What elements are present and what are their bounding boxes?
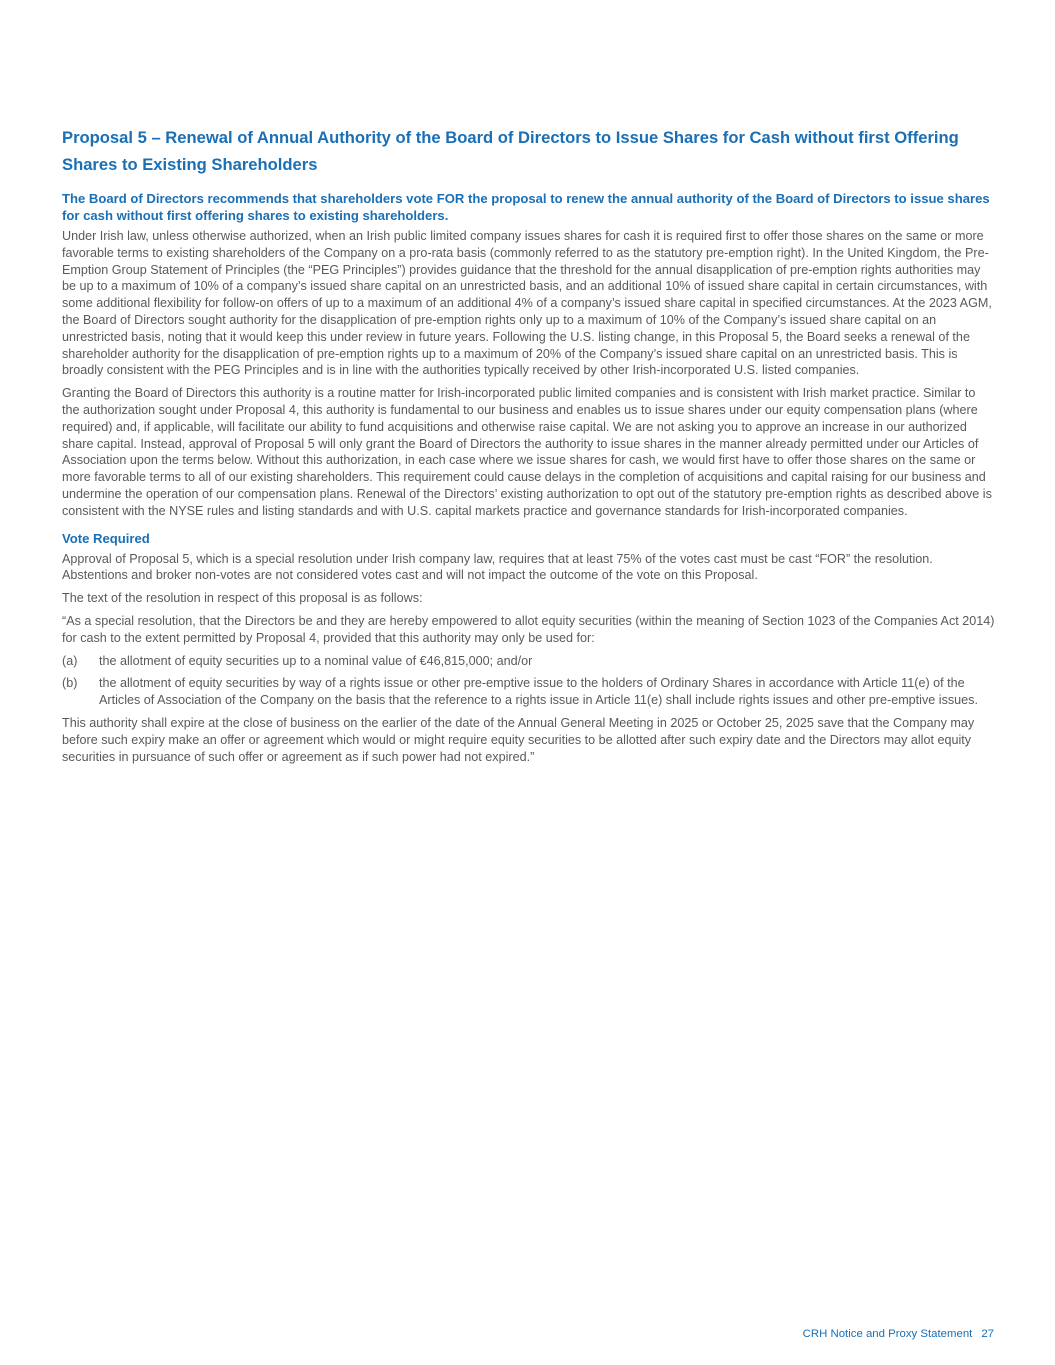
list-item-marker: (b) <box>62 676 78 691</box>
paragraph-approval: Approval of Proposal 5, which is a special resolution under Irish company law, requires that at least 75% of the votes cast must be cast “FOR” the resolution. Abstentions and broker non-votes are not considered votes cast and will not impact the outcome of the vote on this Proposal. <box>62 551 933 583</box>
list-item <box>62 653 996 670</box>
page-footer <box>803 1327 994 1341</box>
list-item <box>62 675 996 709</box>
proposal-title: Proposal 5 – Renewal of Annual Authority of the Board of Directors to Issue Shares for Cash without first Offering Shares to Existing Shareholders <box>62 128 959 174</box>
page-number: 27 <box>981 1328 994 1340</box>
list-item-text: the allotment of equity securities up to a nominal value of €46,815,000; and/or <box>99 653 533 668</box>
paragraph-special-resolution: “As a special resolution, that the Directors be and they are hereby empowered to allot equity securities (within the meaning of Section 1023 of the Companies Act 2014) for cash to the extent permitted by Proposal 4, provided that this authority may only be used for: <box>62 613 995 645</box>
paragraph-resolution-intro: The text of the resolution in respect of this proposal is as follows: <box>62 591 423 606</box>
paragraph-irish-law: Under Irish law, unless otherwise authorized, when an Irish public limited company issues shares for cash it is required first to offer those shares on the same or more favorable terms to existing shareholders of the Company on a pro-rata basis (commonly referred to as the statutory pre-emption right). In the United Kingdom, the Pre-Emption Group Statement of Principles (the “PEG Principles”) provides guidance that the threshold for the annual disapplication of pre-emption rights authorities may be up to a maximum of 10% of a company’s issued share capital on an unrestricted basis, and an additional 10% of issued share capital in certain circumstances, with some additional flexibility for follow-on offers of up to a maximum of an additional 4% of a company’s issued share capital in specified circumstances. At the 2023 AGM, the Board of Directors sought authority for the disapplication of pre-emption rights only up to a maximum of 10% of the Company’s issued share capital on an unrestricted basis, noting that it would keep this under review in future years. Following the U.S. listing change, in this Proposal 5, the Board seeks a renewal of the shareholder authority for the disapplication of pre-emption rights up to a maximum of 20% of the Company’s issued share capital on an unrestricted basis. This is broadly consistent with the PEG Principles and is in line with the authorities typically received by other Irish-incorporated U.S. listed companies. <box>62 229 992 378</box>
footer-label: CRH Notice and Proxy Statement <box>802 1328 973 1340</box>
list-item-text: the allotment of equity securities by way of a rights issue or other pre-emptive issue to the holders of Ordinary Shares in accordance with Article 11(e) of the Articles of Association of the Company on the basis that the reference to a rights issue in Article 11(e) shall include rights issues and other pre-emptive issues. <box>99 676 978 708</box>
vote-required-heading: Vote Required <box>62 530 150 546</box>
board-recommendation: The Board of Directors recommends that shareholders vote FOR the proposal to renew the annual authority of the Board of Directors to issue shares for cash without first offering shares to existing shareholders. <box>62 191 990 223</box>
paragraph-expiry: This authority shall expire at the close of business on the earlier of the date of the Annual General Meeting in 2025 or October 25, 2025 save that the Company may before such expiry make an offer or agreement which would or might require equity securities to be allotted after such expiry date and the Directors may allot equity securities in pursuance of such offer or agreement as if such power had not expired.” <box>62 715 975 764</box>
list-item-marker: (a) <box>62 653 78 668</box>
paragraph-granting-authority: Granting the Board of Directors this authority is a routine matter for Irish-incorporated public limited companies and is consistent with Irish market practice. Similar to the authorization sought under Proposal 4, this authority is fundamental to our business and enables us to issue shares under our equity compensation plans (where required) and, if applicable, will facilitate our ability to fund acquisitions and otherwise raise capital. We are not asking you to approve an increase in our authorized share capital. Instead, approval of Proposal 5 will only grant the Board of Directors the authority to issue shares in the manner already permitted under our Articles of Association upon the terms below. Without this authorization, in each case where we issue shares for cash, we would first have to offer those shares on the same or more favorable terms to all of our existing shareholders. This requirement could cause delays in the completion of acquisitions and capital raising for our business and undermine the operation of our compensation plans. Renewal of the Directors’ existing authorization to opt out of the statutory pre-emption rights as described above is consistent with the NYSE rules and listing standards and with U.S. capital markets practice and governance standards for Irish-incorporated companies. <box>62 386 992 518</box>
document-body <box>62 124 996 771</box>
